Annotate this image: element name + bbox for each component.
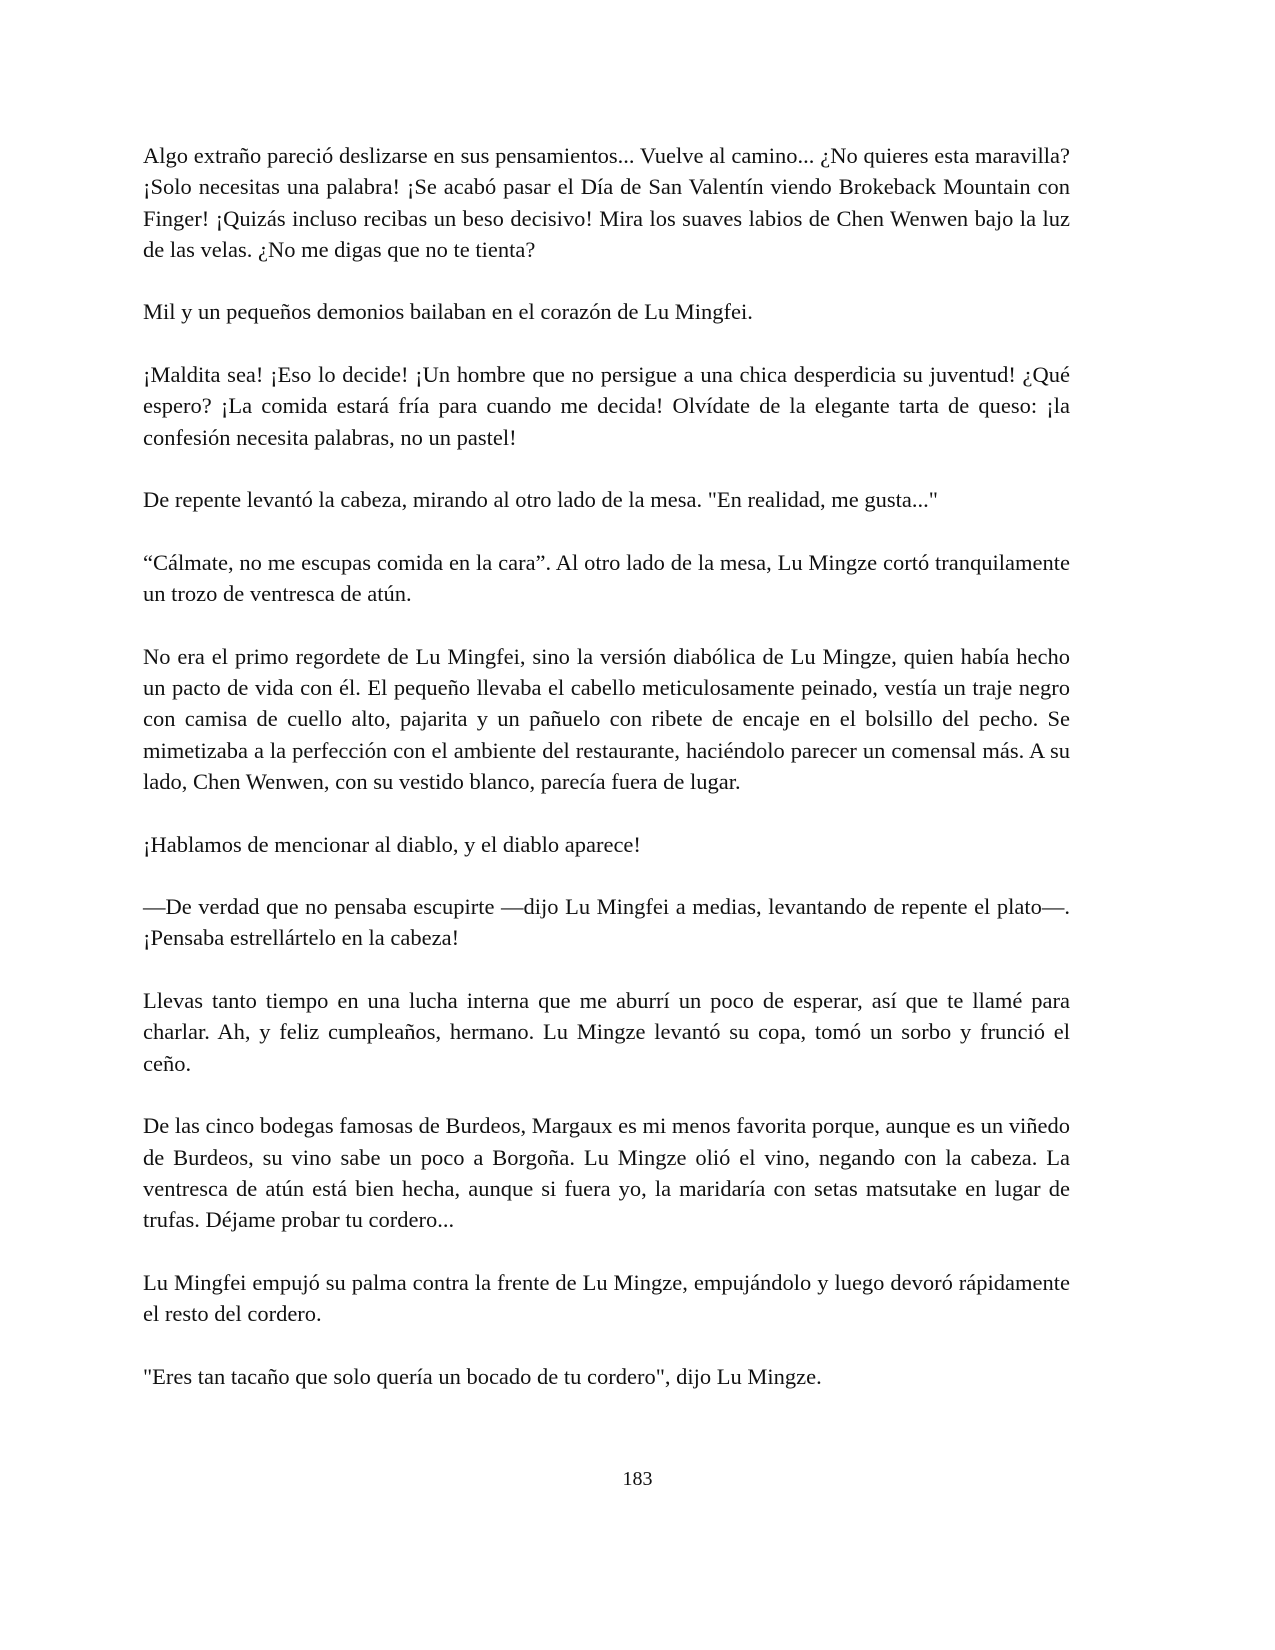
paragraph: Llevas tanto tiempo en una lucha interna que me aburrí un poco de esperar, así que te llamé para charlar. Ah, y feliz cumpleaños, hermano. Lu Mingze levantó su copa, tomó un sorbo y frunció el ceño. <box>143 988 1070 1076</box>
paragraph: ¡Maldita sea! ¡Eso lo decide! ¡Un hombre que no persigue a una chica desperdicia su juventud! ¿Qué espero? ¡La comida estará fría para cuando me decida! Olvídate de la elegante tarta de queso: ¡la confesión necesita palabras, no un pastel! <box>143 362 1070 450</box>
paragraph: “Cálmate, no me escupas comida en la cara”. Al otro lado de la mesa, Lu Mingze cortó tranquilamente un trozo de ventresca de atún. <box>143 549 1070 607</box>
page-body <box>143 140 1070 1423</box>
paragraph: De las cinco bodegas famosas de Burdeos, Margaux es mi menos favorita porque, aunque es un viñedo de Burdeos, su vino sabe un poco a Borgoña. Lu Mingze olió el vino, negando con la cabeza. La ventresca de atún está bien hecha, aunque si fuera yo, la maridaría con setas matsutake en lugar de trufas. Déjame probar tu cordero... <box>143 1113 1070 1233</box>
paragraph: Algo extraño pareció deslizarse en sus pensamientos... Vuelve al camino... ¿No quieres esta maravilla? ¡Solo necesitas una palabra! ¡Se acabó pasar el Día de San Valentín viendo Brokeback Mountain con Finger! ¡Quizás incluso recibas un beso decisivo! Mira los suaves labios de Chen Wenwen bajo la luz de las velas. ¿No me digas que no te tienta? <box>143 143 1070 262</box>
paragraph: Lu Mingfei empujó su palma contra la frente de Lu Mingze, empujándolo y luego devoró rápidamente el resto del cordero. <box>143 1269 1070 1326</box>
page-number: 183 <box>622 1468 653 1490</box>
paragraph: —De verdad que no pensaba escupirte —dijo Lu Mingfei a medias, levantando de repente el plato—. ¡Pensaba estrellártelo en la cabeza! <box>143 894 1070 951</box>
paragraph: "Eres tan tacaño que solo quería un bocado de tu cordero", dijo Lu Mingze. <box>143 1363 822 1389</box>
paragraph: ¡Hablamos de mencionar al diablo, y el diablo aparece! <box>143 831 641 857</box>
paragraph: De repente levantó la cabeza, mirando al otro lado de la mesa. "En realidad, me gusta..." <box>143 487 938 513</box>
paragraph: Mil y un pequeños demonios bailaban en el corazón de Lu Mingfei. <box>143 299 753 325</box>
paragraph: No era el primo regordete de Lu Mingfei, sino la versión diabólica de Lu Mingze, quien había hecho un pacto de vida con él. El pequeño llevaba el cabello meticulosamente peinado, vestía un traje negro con camisa de cuello alto, pajarita y un pañuelo con ribete de encaje en el bolsillo del pecho. Se mimetizaba a la perfección con el ambiente del restaurante, haciéndolo parecer un comensal más. A su lado, Chen Wenwen, con su vestido blanco, parecía fuera de lugar. <box>143 643 1070 794</box>
